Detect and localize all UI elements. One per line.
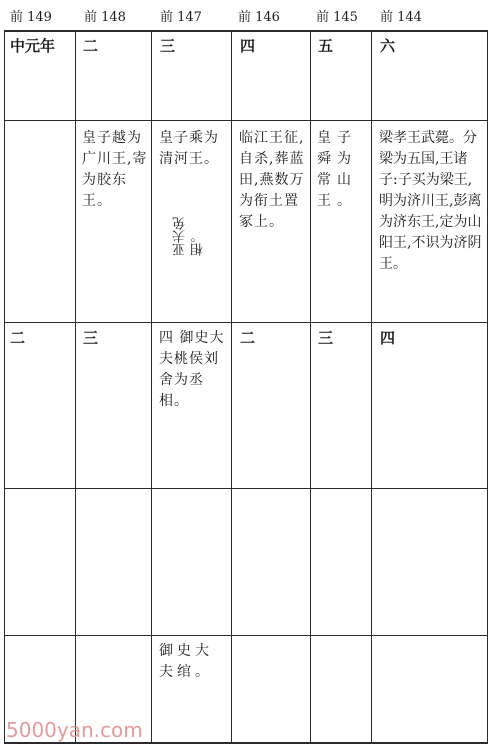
header-year-144: 前 144 (380, 10, 422, 25)
table-row-line (4, 322, 488, 323)
table-row-line (4, 488, 488, 489)
cell-r3-c1: 二 (10, 329, 26, 347)
header-year-148: 前 148 (84, 10, 126, 25)
table-row-line (4, 635, 488, 636)
cell-r2-c5: 皇子舜为常山王。 (317, 130, 357, 209)
cell-r3-c2: 三 (83, 329, 99, 347)
cell-r2-c3: 皇子乘为清河王。 (159, 130, 219, 167)
cell-r2-c3-rotated-note: 亚夫免相。 (173, 217, 206, 256)
cell-r5-c3: 御史大夫绾。 (159, 643, 213, 680)
table-row-line (4, 120, 488, 121)
table-top-border (4, 30, 488, 32)
header-year-147: 前 147 (160, 10, 202, 25)
table-column-line (231, 30, 232, 743)
cell-r1-c5: 五 (318, 37, 334, 55)
header-year-146: 前 146 (238, 10, 280, 25)
table-column-line (310, 30, 311, 743)
watermark: 5000yan.com (6, 718, 143, 742)
cell-r1-c1: 中元年 (10, 37, 56, 55)
cell-r2-c6: 梁孝王武薨。分梁为五国,王诸子:子买为梁王,明为济川王,彭离为济东王,定为山阳王,不识为济阴王。 (379, 130, 482, 272)
cell-r3-c4: 二 (240, 329, 256, 347)
cell-r1-c4: 四 (240, 37, 256, 55)
cell-r1-c2: 二 (83, 37, 99, 55)
table-column-line (151, 30, 152, 743)
table-column-line (371, 30, 372, 743)
cell-r2-c2: 皇子越为广川王,寄为胶东王。 (82, 130, 148, 209)
table-column-line (75, 30, 76, 743)
cell-r3-c5: 三 (318, 329, 334, 347)
table-right-border (487, 30, 488, 743)
table-left-border (4, 30, 5, 743)
cell-r3-c3: 四 御史大夫桃侯刘舍为丞相。 (159, 330, 225, 409)
header-year-145: 前 145 (316, 10, 358, 25)
table-bottom-border (4, 742, 488, 744)
cell-r1-c3: 三 (160, 37, 176, 55)
cell-r2-c4: 临江王征,自杀,葬蓝田,燕数万为衔土置冢上。 (239, 130, 305, 230)
cell-r3-c6: 四 (380, 329, 396, 347)
cell-r1-c6: 六 (380, 37, 396, 55)
header-year-149: 前 149 (10, 10, 52, 25)
